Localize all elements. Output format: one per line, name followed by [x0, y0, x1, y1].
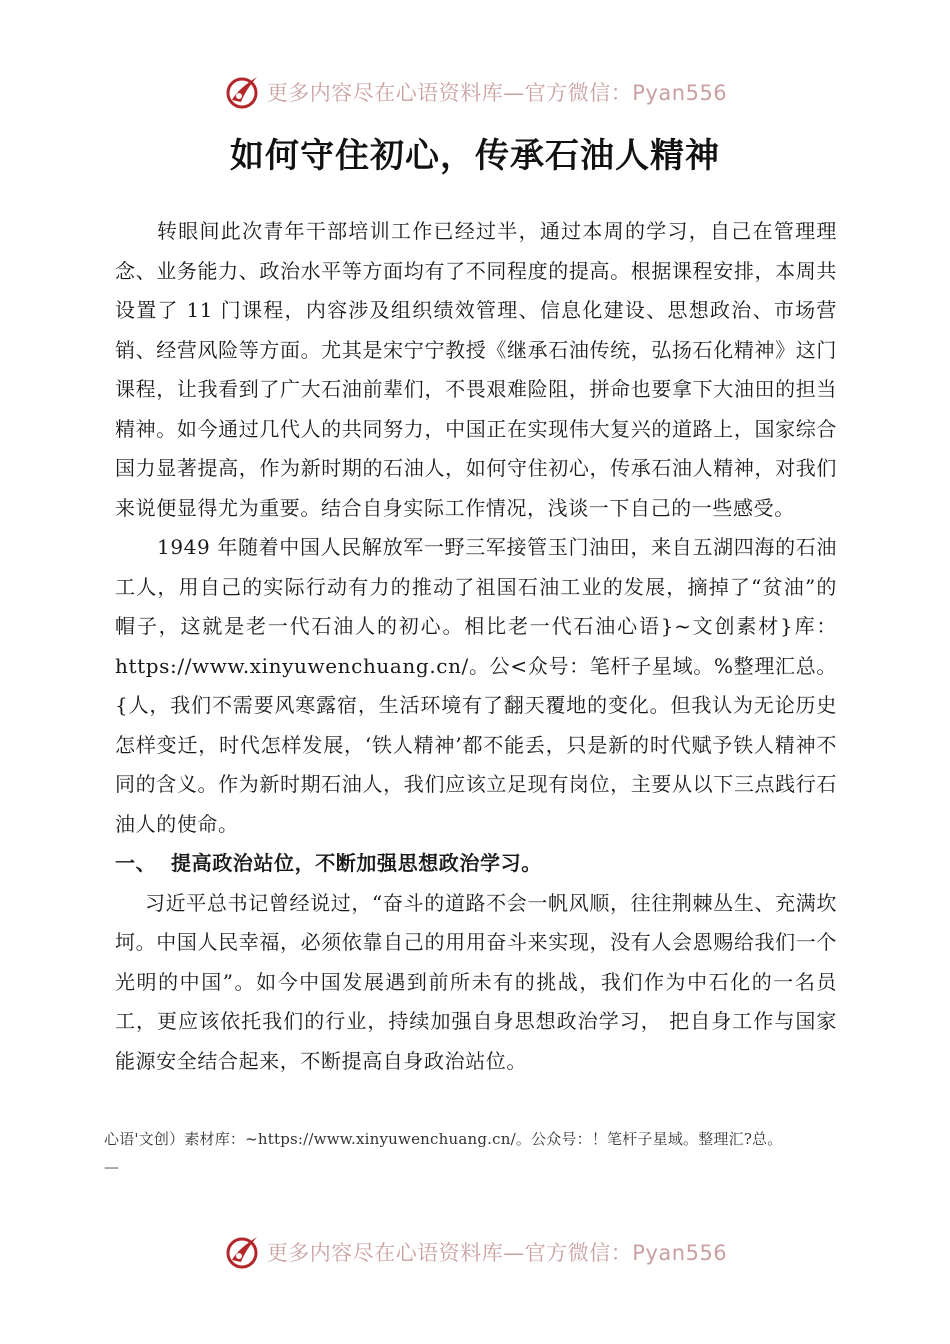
- section-heading: [115, 844, 837, 884]
- brand-logo-icon: [223, 1232, 263, 1272]
- footnote-watermark: 心语'文创）素材库：~https://www.xinyuwenchuang.cn/。公众号：！笔杆子星域。整理汇?总。: [104, 1130, 783, 1148]
- footnote-dash: —: [104, 1158, 119, 1176]
- header-banner: [0, 72, 950, 112]
- paragraph-intro: 转眼间此次青年干部培训工作已经过半，通过本周的学习，自己在管理理念、业务能力、政治水平等方面均有了不同程度的提高。根据课程安排，本周共设置了 11 门课程，内容涉及组织绩效管理、信息化建设、思想政治、市场营销、经营风险等方面。尤其是宋宁宁教授《继承石油传统，弘扬石化精神》这门课程，让我看到了广大石油前辈们，不畏艰难险阻，拼命也要拿下大油田的担当精神。如今通过几代人的共同努力，中国正在实现伟大复兴的道路上，国家综合国力显著提高，作为新时期的石油人，如何守住初心，传承石油人精神，对我们来说便显得尤为重要。结合自身实际工作情况，浅谈一下自己的一些感受。: [115, 219, 837, 520]
- page-title: 如何守住初心，传承石油人精神: [230, 136, 720, 176]
- paragraph-section-one: 习近平总书记曾经说过，“奋斗的道路不会一帆风顺，往往荆棘丛生、充满坎坷。中国人民幸福，必须依靠自己的用用奋斗来实现，没有人会恩赐给我们一个光明的中国”。如今中国发展遇到前所未有的挑战，我们作为中石化的一名员工，更应该依托我们的行业，持续加强自身思想政治学习， 把自身工作与国家能源安全结合起来，不断提高自身政治站位。: [115, 890, 837, 1073]
- paragraph-history: 1949 年随着中国人民解放军一野三军接管玉门油田，来自五湖四海的石油工人，用自己的实际行动有力的推动了祖国石油工业的发展，摘掉了“贫油”的帽子，这就是老一代石油人的初心。相比老一代石油心语}~文创素材}库：https://www.xinyuwenchuang.cn/。公<众号：笔杆子星域。%整理汇总。{人，我们不需要风寒露宿，生活环境有了翻天覆地的变化。但我认为无论历史怎样变迁，时代怎样发展，‘铁人精神’都不能丢，只是新的时代赋予铁人精神不同的含义。作为新时期石油人，我们应该立足现有岗位，主要从以下三点践行石油人的使命。: [115, 535, 837, 836]
- header-banner-text: 更多内容尽在心语资料库—官方微信：Pyan556: [266, 81, 728, 105]
- footer-banner: [0, 1232, 950, 1272]
- section-number: 一、: [115, 851, 157, 875]
- section-heading-text: 提高政治站位，不断加强思想政治学习。: [171, 851, 542, 875]
- brand-logo-icon: [223, 72, 263, 112]
- document-body: [115, 212, 837, 1081]
- footer-banner-text: 更多内容尽在心语资料库—官方微信：Pyan556: [266, 1241, 728, 1265]
